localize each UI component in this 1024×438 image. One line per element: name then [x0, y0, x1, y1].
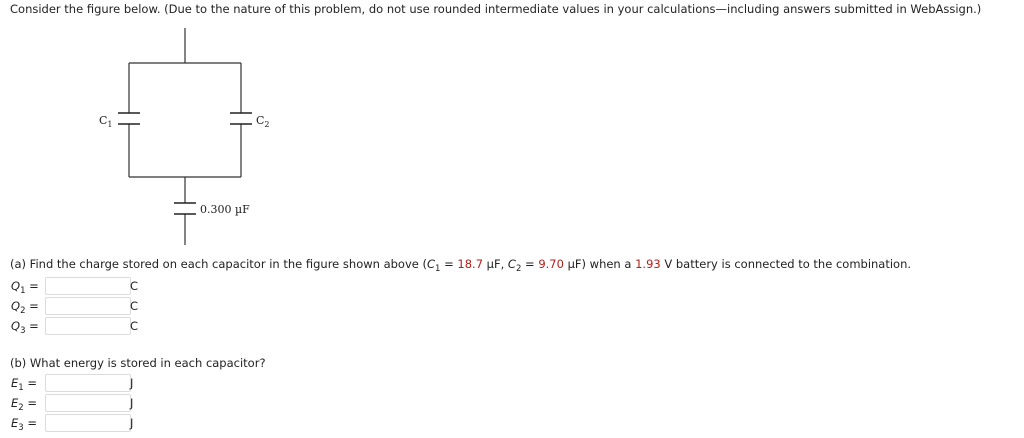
problem-intro: Consider the figure below. (Due to the nature of this problem, do not use rounded intermediate values in your calculations—including answers submitted in WebAssign.)	[10, 2, 982, 16]
e3-label: $E_3$ =	[11, 416, 37, 433]
e2-unit: J	[130, 396, 134, 410]
e1-unit: J	[130, 376, 134, 390]
q2-row	[11, 297, 139, 316]
c2-figure-label: $C_2$	[256, 114, 270, 129]
q2-label: $Q_2$ =	[11, 299, 39, 316]
part-a-question: (a) Find the charge stored on each capacitor in the figure shown above ($C_1 = 18.7$ µF, $C_2 = 9.70$ µF) when a 1.93 V battery is connected to the combination.	[10, 257, 912, 274]
q1-row	[11, 277, 139, 296]
q3-row	[11, 317, 139, 336]
c1-value: 18.7	[457, 257, 484, 271]
q3-unit: C	[130, 319, 139, 333]
voltage-value: 1.93	[635, 257, 661, 271]
part-b-question: (b) What energy is stored in each capacitor?	[10, 356, 266, 370]
e1-label: $E_1$ =	[11, 376, 37, 393]
c3-figure-label: 0.300 µF	[200, 203, 250, 216]
q2-unit: C	[130, 299, 139, 313]
c1-figure-label: $C_1$	[99, 114, 113, 129]
e1-answer-input[interactable]	[45, 374, 134, 392]
e1-row	[11, 374, 134, 393]
q2-answer-input[interactable]	[45, 297, 131, 315]
q3-answer-input[interactable]	[45, 317, 131, 335]
e2-answer-input[interactable]	[45, 394, 134, 412]
e3-answer-input[interactable]	[45, 414, 134, 432]
q1-answer-input[interactable]	[45, 277, 131, 295]
e3-row	[11, 414, 134, 433]
e2-label: $E_2$ =	[11, 396, 37, 413]
q3-label: $Q_3$ =	[11, 319, 39, 336]
e3-unit: J	[130, 416, 134, 430]
q1-label: $Q_1$ =	[11, 279, 39, 296]
e2-row	[11, 394, 134, 413]
q1-unit: C	[130, 279, 139, 293]
c2-value: 9.70	[538, 257, 564, 271]
